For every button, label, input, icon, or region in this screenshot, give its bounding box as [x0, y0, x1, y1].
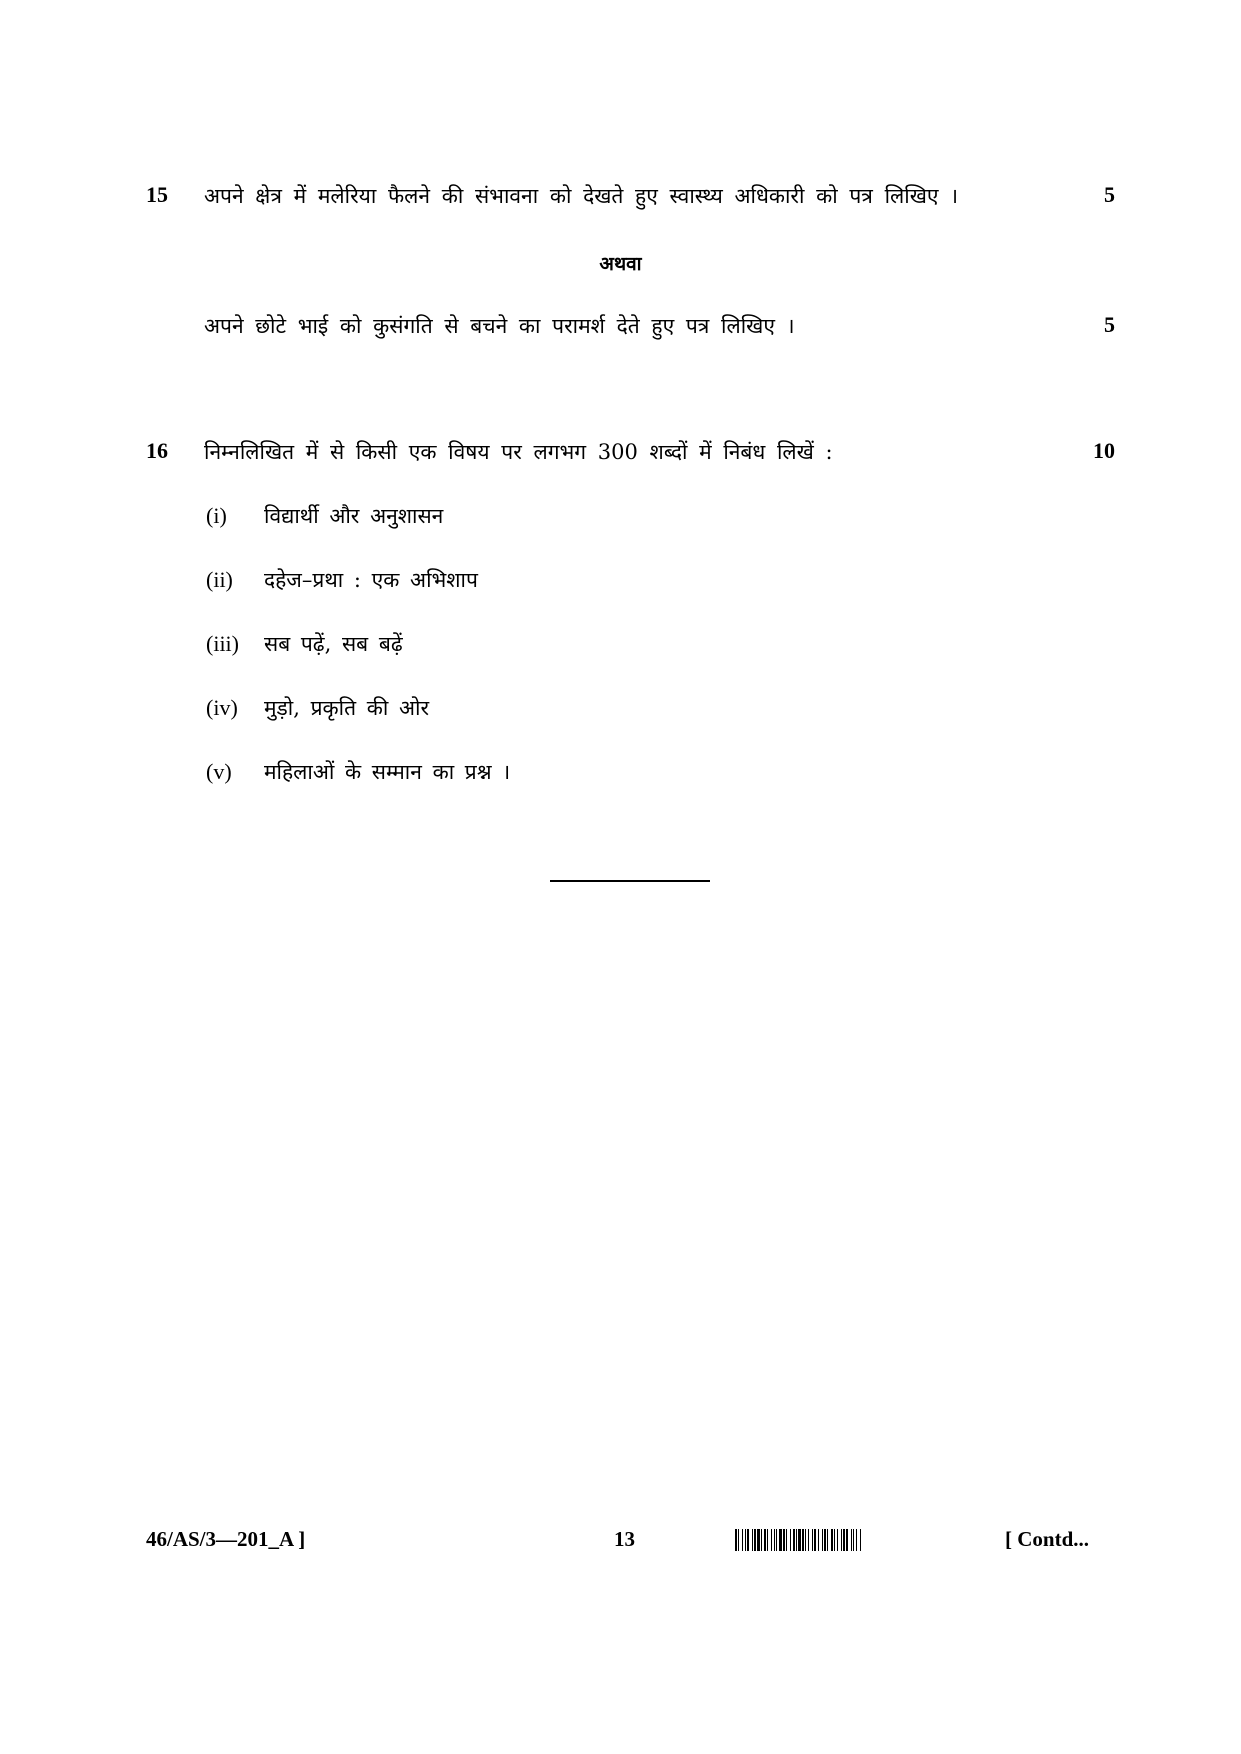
question-16-marks: 10	[1093, 438, 1115, 463]
essay-option	[206, 758, 510, 786]
page-number: 13	[614, 1527, 635, 1551]
paper-code: 46/AS/3—201_A ]	[146, 1527, 306, 1551]
essay-option	[206, 502, 443, 530]
question-15-number: 15	[146, 182, 168, 207]
essay-option	[206, 694, 429, 722]
option-label: (v)	[206, 759, 232, 784]
option-text: दहेज–प्रथा : एक अभिशाप	[264, 568, 478, 592]
or-label: अथवा	[599, 253, 642, 275]
barcode-icon	[735, 1529, 997, 1551]
option-label: (ii)	[206, 567, 233, 592]
essay-option	[206, 566, 478, 594]
option-text: महिलाओं के सम्मान का प्रश्न ।	[264, 760, 511, 784]
question-15-alt-marks: 5	[1104, 312, 1115, 337]
option-text: सब पढ़ें, सब बढ़ें	[264, 632, 403, 656]
option-text: विद्यार्थी और अनुशासन	[264, 504, 444, 528]
option-label: (iii)	[206, 631, 239, 656]
question-16-number: 16	[146, 438, 168, 463]
question-16-text: निम्नलिखित में से किसी एक विषय पर लगभग 300 शब्दों में निबंध लिखें :	[204, 440, 833, 464]
end-divider	[550, 880, 710, 882]
continued-label: [ Contd...	[1005, 1527, 1090, 1551]
essay-option	[206, 630, 403, 658]
question-15-marks: 5	[1104, 182, 1115, 207]
option-label: (i)	[206, 503, 227, 528]
question-15-alt-text: अपने छोटे भाई को कुसंगति से बचने का परामर्श देते हुए पत्र लिखिए ।	[204, 314, 795, 338]
option-label: (iv)	[206, 695, 238, 720]
question-15-text: अपने क्षेत्र में मलेरिया फैलने की संभावना को देखते हुए स्वास्थ्य अधिकारी को पत्र लिखिए ।	[204, 184, 959, 208]
option-text: मुड़ो, प्रकृति की ओर	[264, 696, 430, 720]
